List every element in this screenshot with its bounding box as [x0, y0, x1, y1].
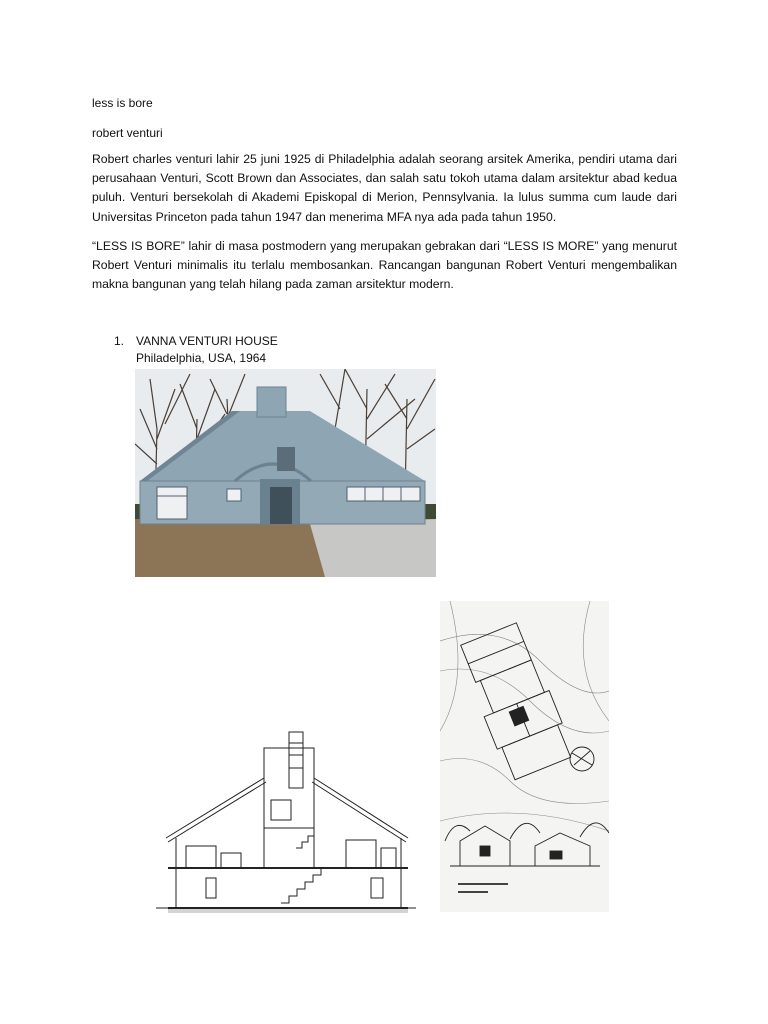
site-plan-drawing: [440, 601, 609, 912]
list-item-subtitle: Philadelphia, USA, 1964: [136, 351, 267, 365]
section-drawing: [146, 728, 416, 914]
title-line: less is bore: [92, 96, 153, 110]
list-number: 1.: [114, 334, 125, 348]
paragraph-less-is-bore: “LESS IS BORE” lahir di masa postmodern yang merupakan gebrakan dari “LESS IS MORE” yang menurut Robert Venturi minimalis itu terlalu membosankan. Rancangan bangunan Robert Venturi mengembalikan makna bangunan yang telah hilang pada zaman arsitektur modern.: [92, 239, 677, 292]
house-photo: [135, 369, 436, 577]
list-item-title: VANNA VENTURI HOUSE: [136, 334, 278, 348]
paragraph-biography: Robert charles venturi lahir 25 juni 1925 di Philadelphia adalah seorang arsitek Amerika, pendiri utama dari perusahaan Venturi, Scott Brown dan Associates, dan salah satu tokoh utama dalam arsitektur abad kedua puluh. Venturi bersekolah di Akademi Episkopal di Merion, Pennsylvania. Ia lulus summa cum laude dari Universitas Princeton pada tahun 1947 dan menerima MFA nya ada pada tahun 1950.: [92, 152, 677, 224]
subtitle-line: robert venturi: [92, 126, 163, 140]
